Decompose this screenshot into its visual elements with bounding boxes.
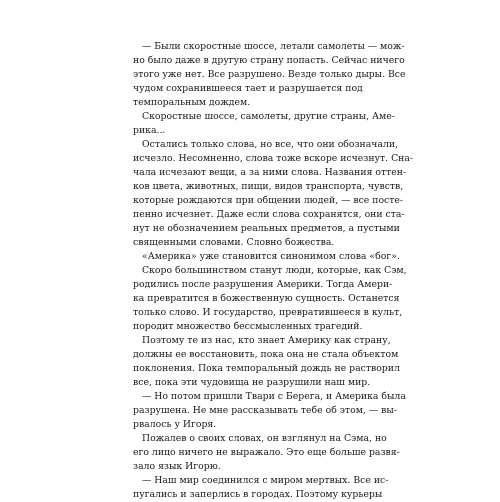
text-line: ка превратится в божественную сущность. Останется xyxy=(133,293,400,304)
text-line: разрушена. Не мне рассказывать тебе об этом, — вы- xyxy=(133,405,397,416)
text-line: священными словами. Словно божества. xyxy=(133,237,335,248)
text-line: но было даже в другую страну попасть. Сейчас ничего xyxy=(133,55,405,66)
text-line: — Но потом пришли Твари с Берега, и Америка была xyxy=(142,391,406,402)
text-line: пенно исчезнет. Даже если слова сохранятся, они ста- xyxy=(133,209,405,220)
text-line: Остались только слова, но все, что они обозначали, xyxy=(142,139,399,150)
text-line: этого уже нет. Все разрушено. Везде только дыры. Все xyxy=(133,69,406,80)
text-line: — Наш мир соединился с миром мертвых. Все ис- xyxy=(142,475,389,486)
text-line: Поэтому те из нас, кто знает Америку как страну, xyxy=(142,335,391,346)
text-line: темпоральным дождем. xyxy=(133,97,251,108)
text-line: — Были скоростные шоссе, летали самолеты — мож- xyxy=(142,41,405,52)
text-line: чала исчезают вещи, а за ними слова. Названия оттен- xyxy=(133,167,407,178)
text-line: исчезло. Несомненно, слова тоже вскоре исчезнут. Сна- xyxy=(133,153,414,164)
text-line: которые рождаются при общении людей, — все посте- xyxy=(133,195,404,206)
text-line: только слово. И государство, превратившееся в культ, xyxy=(133,307,403,318)
text-line: все, пока эти чудовища не разрушили наш мир. xyxy=(133,377,371,388)
text-line: породит множество бессмысленных трагедий. xyxy=(133,321,363,332)
text-line: нут не обозначением реальных предметов, а пустыми xyxy=(133,223,400,234)
text-line: Пожалев о своих словах, он взглянул на Сэма, но xyxy=(142,433,387,444)
text-line: поклонения. Пока темпоральный дождь не растворил xyxy=(133,363,400,374)
text-line: «Америка» уже становится синонимом слова «бог». xyxy=(142,251,400,262)
text-line: родились после разрушения Америки. Тогда Амери- xyxy=(133,279,393,290)
text-line: рвалось у Игоря. xyxy=(133,419,217,430)
text-line: рика... xyxy=(133,125,166,136)
text-line: Скоростные шоссе, самолеты, другие страны, Аме- xyxy=(142,111,395,122)
text-line: его лицо ничего не выражало. Это еще больше развя- xyxy=(133,447,400,458)
text-line: зало язык Игорю. xyxy=(133,461,221,472)
text-line: ков цвета, животных, пищи, видов транспорта, чувств, xyxy=(133,181,404,192)
text-line: пугались и заперлись в городах. Поэтому курьеры xyxy=(133,489,383,500)
text-line: должны ее восстановить, пока она не стала объектом xyxy=(133,349,399,360)
text-line: чудом сохранившееся тает и разрушается под xyxy=(133,83,363,94)
text-line: Скоро большинством станут люди, которые, как Сэм, xyxy=(142,265,407,276)
